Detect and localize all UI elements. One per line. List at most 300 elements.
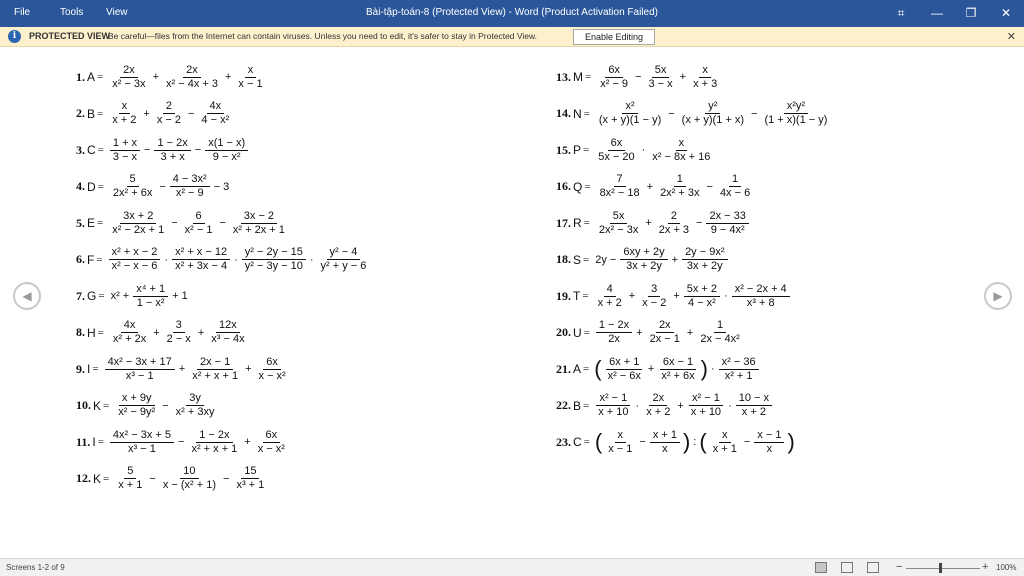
- exercise-variable: A: [573, 362, 582, 376]
- fraction-numerator: 6: [193, 210, 205, 224]
- fraction-denominator: x + 2: [597, 296, 622, 309]
- parenthesis: (: [594, 429, 603, 454]
- fraction-numerator: x − 1: [754, 429, 784, 443]
- operator: +: [197, 326, 205, 339]
- exercise-variable: S: [573, 252, 582, 267]
- equals-sign: =: [97, 217, 104, 229]
- operator: +: [671, 253, 679, 266]
- fraction-denominator: x + 1: [712, 442, 737, 455]
- fraction-numerator: 1 − 2x: [196, 429, 232, 443]
- document-area: [0, 48, 1024, 558]
- fraction-denominator: x: [662, 442, 668, 455]
- zoom-in-button[interactable]: +: [982, 561, 989, 573]
- exercise-expression: [593, 392, 774, 419]
- operator: +: [143, 107, 150, 120]
- operator: +: [152, 71, 159, 83]
- fraction: [205, 137, 248, 164]
- fraction-denominator: x² + 2x: [112, 333, 147, 345]
- equals-sign: =: [97, 436, 104, 448]
- operator: ·: [164, 253, 169, 266]
- fraction-numerator: 2: [163, 100, 175, 114]
- operator: −: [668, 107, 675, 120]
- exercise-item: [76, 206, 290, 240]
- fraction-numerator: 1 − 2x: [596, 319, 632, 333]
- status-bar: [0, 558, 1024, 576]
- exercise-expression: [594, 319, 745, 346]
- fraction: [154, 137, 190, 164]
- fraction-numerator: 1: [674, 173, 686, 187]
- fraction: [109, 64, 148, 91]
- operator: +: [244, 436, 251, 448]
- menu-file[interactable]: File: [14, 7, 31, 18]
- fraction: [697, 319, 742, 346]
- fraction-denominator: x² − 9: [600, 77, 629, 90]
- operator: +: [677, 399, 684, 412]
- operator: ·: [728, 399, 732, 412]
- fraction: [595, 392, 631, 419]
- fraction: [109, 100, 139, 127]
- exercise-number: 6.: [76, 252, 85, 266]
- menu-view[interactable]: View: [106, 7, 128, 18]
- menu-tools[interactable]: Tools: [60, 7, 84, 18]
- parenthesis: ): [787, 429, 795, 454]
- fraction: [605, 356, 644, 383]
- fraction-denominator: x³ + 1: [236, 479, 265, 491]
- operator: :: [693, 436, 697, 448]
- close-bar-icon[interactable]: ✕: [1006, 31, 1016, 43]
- equals-sign: =: [103, 472, 110, 485]
- zoom-out-button[interactable]: −: [896, 561, 903, 573]
- fraction-numerator: 2: [668, 210, 680, 224]
- fraction-denominator: x² + x + 1: [192, 369, 239, 382]
- document-title: Bài-tập-toán-8 (Protected View) - Word (Product Activation Failed): [366, 7, 658, 18]
- operator: 2y −: [595, 253, 617, 266]
- operator: −: [751, 107, 758, 120]
- exercise-number: 22.: [556, 398, 571, 412]
- fraction-denominator: 3x + 2y: [686, 260, 723, 272]
- operator: −: [162, 399, 169, 412]
- fraction-denominator: x − 1: [238, 77, 263, 90]
- operator: +: [178, 363, 186, 375]
- fraction-numerator: x² − 36: [719, 356, 759, 370]
- fraction-numerator: 4 − 3x²: [170, 173, 210, 187]
- operator: ·: [635, 399, 640, 412]
- operator: +: [645, 217, 652, 229]
- exercise-variable: D: [87, 179, 96, 194]
- fraction-numerator: 4x: [207, 100, 225, 114]
- fraction-denominator: x² + 1: [724, 369, 753, 382]
- fraction: [154, 100, 184, 127]
- fraction-denominator: 2x² + 6x: [112, 187, 153, 199]
- fraction-denominator: 8x² − 18: [599, 187, 640, 199]
- fraction: [732, 283, 790, 310]
- fraction: [684, 283, 720, 310]
- fraction: [170, 173, 210, 200]
- fraction-numerator: 15: [241, 465, 259, 479]
- exercise-item: [556, 206, 751, 240]
- operator: +: [646, 180, 654, 193]
- fraction-denominator: 1 − x²: [136, 296, 165, 309]
- fraction-denominator: x − 1: [608, 442, 633, 455]
- operator: x² +: [110, 290, 130, 302]
- operator: −: [706, 180, 713, 193]
- zoom-slider[interactable]: [906, 568, 980, 569]
- fraction-denominator: 2x − 1: [649, 333, 680, 345]
- fraction-numerator: 2x: [649, 392, 667, 406]
- fraction-numerator: 4x² − 3x + 5: [110, 429, 174, 443]
- fraction-denominator: 3 − x: [112, 150, 138, 163]
- fraction-numerator: 3y: [186, 392, 204, 406]
- fraction-denominator: x + 2: [112, 114, 137, 126]
- fraction-numerator: x: [676, 137, 688, 151]
- exercise-item: [556, 316, 745, 350]
- fraction: [650, 429, 680, 456]
- maximize-button[interactable]: ❐: [965, 6, 977, 20]
- fraction: [690, 64, 720, 91]
- operator: +: [628, 290, 636, 302]
- fraction-numerator: 2x: [656, 319, 674, 333]
- fraction-denominator: x² − 8x + 16: [652, 150, 711, 163]
- fraction-denominator: x − x²: [257, 442, 285, 455]
- fraction: [649, 137, 713, 164]
- parenthesis: (: [594, 356, 602, 381]
- fraction-numerator: 4: [604, 283, 616, 297]
- exercise-expression: [595, 173, 756, 200]
- fraction-numerator: x²: [622, 100, 637, 114]
- web-layout-icon[interactable]: [867, 562, 879, 573]
- info-icon: i: [8, 30, 21, 43]
- minimize-button[interactable]: —: [931, 6, 943, 20]
- operator: +: [679, 71, 687, 83]
- operator: + 1: [172, 290, 188, 302]
- exercise-number: 21.: [556, 361, 571, 376]
- fraction-denominator: x² + 3x − 4: [175, 260, 228, 272]
- exercise-number: 15.: [556, 142, 571, 157]
- fraction-denominator: 4 − x²: [201, 114, 230, 126]
- exercise-variable: N: [573, 106, 582, 121]
- fraction: [173, 392, 218, 419]
- fraction-numerator: 6x: [263, 429, 281, 443]
- fraction-numerator: x² − 1: [596, 392, 630, 406]
- operator: ·: [710, 363, 715, 375]
- fraction: [595, 137, 637, 164]
- fraction: [230, 210, 288, 237]
- fraction: [595, 283, 625, 310]
- fraction-numerator: 5: [124, 465, 136, 479]
- fraction: [710, 429, 740, 456]
- fraction: [754, 429, 784, 456]
- fraction: [242, 246, 306, 273]
- fraction-denominator: x² − x − 6: [111, 260, 158, 272]
- equals-sign: =: [103, 399, 110, 412]
- fraction-numerator: x⁴ + 1: [133, 283, 168, 297]
- equals-sign: =: [97, 326, 104, 339]
- operator: −: [639, 436, 646, 448]
- fraction-denominator: 4x − 6: [719, 187, 751, 199]
- fraction-numerator: x²y²: [784, 100, 808, 114]
- exercise-variable: P: [573, 143, 582, 157]
- exercise-number: 20.: [556, 325, 571, 339]
- fraction-denominator: 3 + x: [160, 150, 185, 163]
- operator: −: [743, 436, 751, 448]
- exercise-variable: B: [573, 398, 582, 413]
- fraction-numerator: x: [119, 100, 131, 114]
- equals-sign: =: [583, 253, 590, 266]
- fraction-denominator: x − x²: [258, 369, 286, 382]
- protected-view-title: PROTECTED VIEW: [29, 31, 111, 41]
- fraction: [110, 319, 149, 346]
- fraction-denominator: x + 3: [693, 77, 718, 90]
- operator: ·: [641, 144, 646, 156]
- exercise-number: 19.: [556, 288, 571, 303]
- exercise-variable: H: [87, 325, 96, 340]
- next-screen-button[interactable]: ▶: [984, 282, 1012, 310]
- equals-sign: =: [98, 290, 105, 302]
- fraction-numerator: x² + x − 12: [172, 246, 230, 260]
- fraction-numerator: 3: [173, 319, 185, 333]
- print-layout-icon[interactable]: [841, 562, 853, 573]
- equals-sign: =: [96, 253, 103, 266]
- operator: − 3: [213, 180, 230, 193]
- fraction: [682, 246, 727, 273]
- equals-sign: =: [583, 217, 590, 229]
- fraction-denominator: x² − 4x + 3: [166, 77, 218, 90]
- fraction-denominator: (1 + x)(1 − y): [764, 114, 828, 126]
- equals-sign: =: [583, 107, 590, 120]
- exercise-variable: M: [573, 70, 583, 84]
- zoom-slider-thumb[interactable]: [939, 563, 942, 573]
- exercise-number: 11.: [76, 434, 91, 449]
- protected-view-bar: [0, 27, 1024, 47]
- fraction: [639, 283, 669, 310]
- fraction: [235, 64, 265, 91]
- exercise-expression: [108, 173, 231, 200]
- exercise-expression: [107, 64, 267, 91]
- equals-sign: =: [97, 71, 104, 83]
- fraction: [679, 100, 747, 127]
- exercise-number: 4.: [76, 179, 85, 193]
- operator: +: [636, 326, 643, 339]
- previous-screen-button[interactable]: ◀: [13, 282, 41, 310]
- ribbon-display-options-icon[interactable]: ⌗: [897, 6, 905, 20]
- exercise-item: [76, 316, 250, 350]
- fraction-denominator: 2x² − 3x: [598, 223, 639, 236]
- operator: −: [178, 436, 185, 448]
- fraction-denominator: x − 2: [642, 296, 667, 309]
- exercise-item: [76, 279, 190, 313]
- protected-view-message: Be careful—files from the Internet can contain viruses. Unless you need to edit, it's safer to stay in Protected View.: [108, 31, 538, 41]
- fraction-denominator: x + 10: [690, 406, 722, 418]
- fraction-numerator: 6xy + 2y: [620, 246, 667, 260]
- equals-sign: =: [583, 144, 590, 156]
- fraction-numerator: 1 + x: [110, 137, 140, 151]
- fraction: [164, 319, 194, 346]
- exercise-expression: [103, 356, 291, 383]
- fraction-denominator: x + 1: [118, 479, 143, 491]
- parenthesis: (: [699, 429, 707, 454]
- exercise-expression: [108, 429, 290, 456]
- fraction-numerator: 2x − 33: [706, 210, 748, 224]
- exercise-number: 13.: [556, 69, 571, 84]
- operator: ·: [234, 253, 238, 266]
- equals-sign: =: [97, 107, 104, 120]
- fraction: [597, 173, 643, 200]
- fraction: [163, 64, 221, 91]
- exercise-item: [556, 352, 761, 386]
- fraction-numerator: y²: [705, 100, 720, 114]
- fraction-denominator: 3 − x: [648, 77, 673, 90]
- fraction-numerator: 2y − 9x²: [682, 246, 727, 260]
- operator: +: [153, 326, 160, 339]
- fraction-denominator: x² − 6x: [607, 369, 641, 382]
- fraction-numerator: 4x² − 3x + 17: [105, 356, 175, 370]
- fraction: [133, 283, 168, 310]
- fraction-numerator: x² + x − 2: [109, 246, 161, 260]
- fraction-denominator: x² − 2x + 1: [112, 223, 165, 236]
- enable-editing-button[interactable]: Enable Editing: [573, 29, 655, 45]
- exercise-expression: [109, 283, 190, 310]
- fraction: [110, 137, 140, 164]
- exercise-item: [556, 389, 774, 423]
- fraction-denominator: x² − 1: [184, 223, 213, 236]
- fraction-denominator: x³ − 4x: [211, 333, 245, 345]
- fraction: [160, 465, 219, 492]
- fraction-denominator: x² + 3xy: [175, 406, 215, 418]
- fraction: [706, 210, 748, 237]
- exercise-number: 5.: [76, 215, 85, 230]
- exercise-variable: C: [573, 435, 582, 449]
- exercise-variable: B: [87, 106, 96, 121]
- fraction: [182, 210, 216, 237]
- exercise-variable: R: [573, 216, 582, 230]
- fraction: [188, 429, 240, 456]
- fraction-numerator: 10 − x: [736, 392, 772, 406]
- exercise-variable: U: [573, 325, 582, 340]
- fraction-numerator: 2x − 1: [197, 356, 233, 370]
- fraction-numerator: 6x: [605, 64, 623, 78]
- exercise-expression: [113, 465, 269, 492]
- fraction-denominator: x − (x² + 1): [162, 479, 217, 491]
- equals-sign: =: [582, 290, 589, 302]
- fraction-numerator: 6x: [263, 356, 281, 370]
- parenthesis: ): [700, 356, 708, 381]
- fraction-numerator: 3x − 2: [241, 210, 277, 224]
- fraction: [719, 356, 759, 383]
- fraction-numerator: 2x: [120, 64, 138, 78]
- exercise-number: 17.: [556, 215, 571, 230]
- fraction-denominator: (x + y)(1 − y): [598, 114, 662, 126]
- fraction: [761, 100, 830, 127]
- exercise-expression: [107, 246, 372, 273]
- exercise-expression: [108, 319, 250, 346]
- fraction: [657, 173, 702, 200]
- exercise-expression: [108, 137, 250, 164]
- exercise-variable: Q: [573, 179, 583, 194]
- close-window-button[interactable]: ✕: [1000, 6, 1012, 20]
- zoom-level[interactable]: 100%: [996, 563, 1017, 572]
- exercise-number: 2.: [76, 106, 85, 120]
- operator: +: [686, 326, 694, 339]
- exercise-variable: I: [92, 435, 96, 449]
- fraction: [189, 356, 241, 383]
- parenthesis: ): [682, 429, 691, 454]
- fraction-numerator: x: [245, 64, 257, 78]
- exercise-number: 10.: [76, 398, 91, 412]
- exercise-variable: K: [93, 471, 102, 486]
- fraction-numerator: x: [719, 429, 731, 443]
- fraction-numerator: 7: [614, 173, 626, 187]
- exercise-number: 14.: [556, 106, 571, 120]
- fraction-denominator: x + 2: [741, 406, 766, 418]
- exercise-expression: [593, 137, 715, 164]
- exercise-expression: [595, 64, 722, 91]
- exercise-variable: E: [87, 216, 96, 230]
- fraction-numerator: 1: [714, 319, 726, 333]
- fraction: [255, 429, 288, 456]
- fraction-numerator: 12x: [216, 319, 240, 333]
- fraction-numerator: 10: [180, 465, 198, 479]
- exercise-item: [556, 170, 755, 204]
- fraction: [596, 210, 641, 237]
- exercise-expression: [107, 100, 234, 127]
- exercise-expression: [594, 210, 751, 237]
- fraction: [658, 356, 697, 383]
- fraction-denominator: 3x + 2y: [626, 260, 662, 272]
- fraction: [620, 246, 667, 273]
- fraction-numerator: 5x + 2: [684, 283, 720, 297]
- fraction: [656, 210, 692, 237]
- fraction-numerator: 2x: [183, 64, 201, 78]
- operator: +: [245, 363, 252, 375]
- exercise-number: 18.: [556, 252, 571, 266]
- fraction: [110, 173, 155, 200]
- exercise-expression: [594, 429, 796, 456]
- operator: −: [171, 217, 178, 229]
- exercise-item: [76, 352, 291, 386]
- fraction-numerator: x² − 2x + 4: [732, 283, 790, 297]
- operator: +: [224, 71, 232, 83]
- exercise-item: [76, 170, 231, 204]
- fraction-denominator: x² + 2x + 1: [232, 223, 285, 236]
- read-mode-icon[interactable]: [815, 562, 827, 573]
- exercise-item: [76, 97, 234, 131]
- fraction-denominator: (x + y)(1 + x): [681, 114, 745, 126]
- fraction: [645, 64, 675, 91]
- fraction: [596, 319, 632, 346]
- operator: ·: [309, 253, 314, 266]
- fraction: [110, 429, 174, 456]
- fraction-denominator: 2x: [608, 333, 620, 345]
- equals-sign: =: [97, 144, 104, 156]
- fraction-denominator: 2x² + 3x: [660, 187, 700, 199]
- equals-sign: =: [583, 326, 590, 339]
- fraction-numerator: x² − 1: [689, 392, 723, 406]
- operator: +: [647, 363, 655, 375]
- fraction-denominator: x² − 9: [175, 187, 204, 199]
- fraction: [643, 392, 673, 419]
- fraction-denominator: y² − 3y − 10: [244, 260, 303, 272]
- operator: −: [159, 180, 166, 193]
- fraction-numerator: x: [615, 429, 627, 443]
- fraction-denominator: y² + y − 6: [320, 260, 367, 272]
- exercise-number: 16.: [556, 179, 571, 193]
- exercise-expression: [593, 356, 760, 383]
- exercise-item: [556, 243, 730, 277]
- fraction: [109, 246, 161, 273]
- exercise-variable: G: [87, 289, 97, 303]
- exercise-expression: [113, 392, 219, 419]
- fraction: [172, 246, 230, 273]
